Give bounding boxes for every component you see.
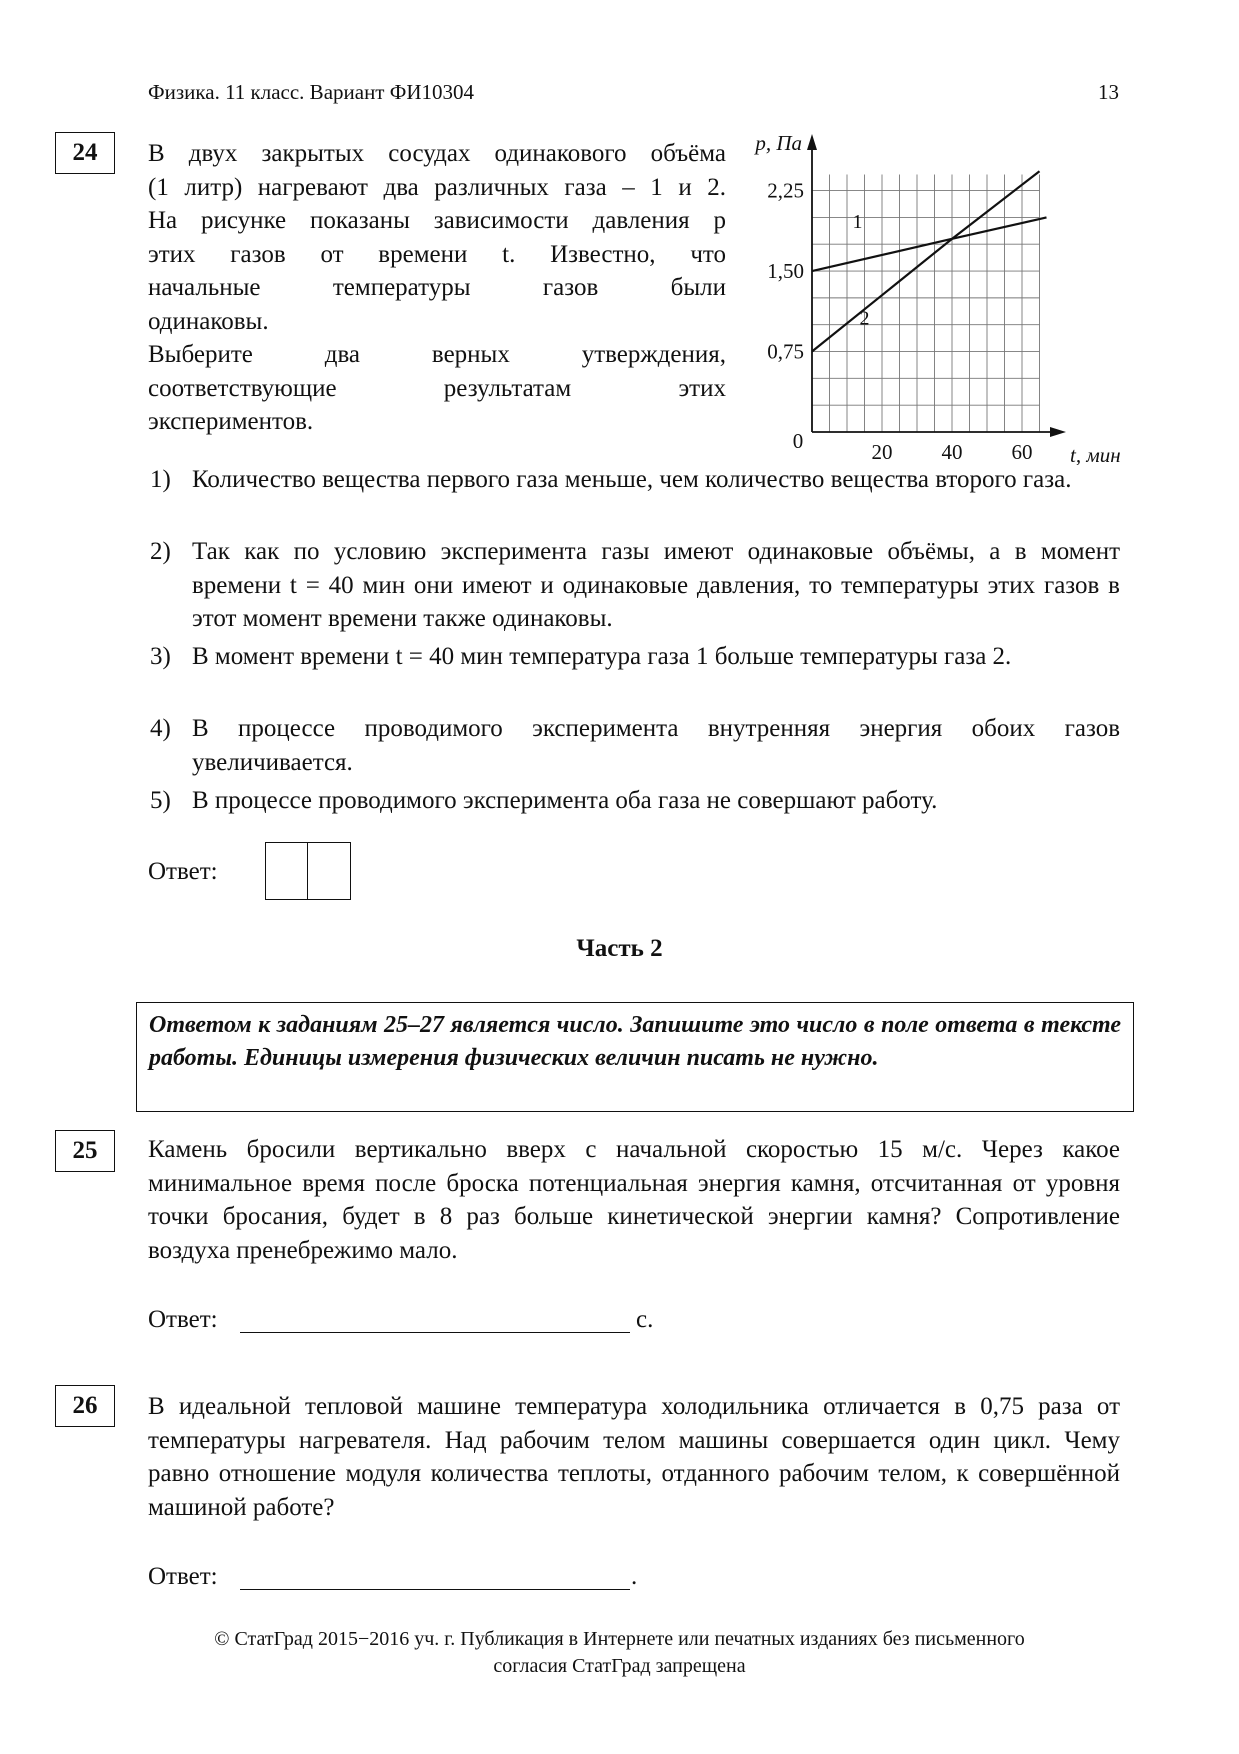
question-number-26: 26 <box>55 1385 115 1427</box>
q26-answer-field[interactable] <box>240 1560 630 1590</box>
page-number: 13 <box>1098 80 1119 104</box>
option-number: 1) <box>150 466 171 493</box>
q24-intro <box>148 137 726 439</box>
origin-label: 0 <box>792 429 804 453</box>
option-text: Так как по условию эксперимента газы имеют одинаковые объёмы, а в момент времени t = 40 мин они имеют и одинаковые давления, то температуры этих газов в этот момент времени также одинаковы. <box>192 538 1120 632</box>
option-number: 4) <box>150 715 171 742</box>
q24-select-line: Выберите два верных утверждения, <box>148 341 726 368</box>
x-axis-arrow <box>1050 427 1066 437</box>
series-label-1: 1 <box>852 211 863 234</box>
option-number: 5) <box>150 787 171 814</box>
answer-box-divider <box>307 843 308 899</box>
option-text: Количество вещества первого газа меньше, чем количество вещества второго газа. <box>192 466 1072 493</box>
q24-intro-line: начальные температуры газов были <box>148 274 726 301</box>
footer-copyright-line1: © СтатГрад 2015−2016 уч. г. Публикация в Интернете или печатных изданиях без письменного <box>214 1628 1025 1650</box>
y-axis-label: p, Па <box>755 131 802 155</box>
q26-answer-unit: . <box>631 1563 638 1590</box>
q26-text: В идеальной тепловой машине температура холодильника отличается в 0,75 раза от температуры нагревателя. Над рабочим телом машины совершается один цикл. Чему равно отношение модуля количества теплоты, отданного рабочим телом, к совершённой машиной работе? <box>148 1393 1120 1521</box>
q24-intro-line: этих газов от времени t. Известно, что <box>148 240 726 268</box>
option-text: В процессе проводимого эксперимента внутренняя энергия обоих газов увеличивается. <box>192 715 1120 776</box>
question-number-24: 24 <box>55 132 115 174</box>
x-tick-label: 20 <box>871 440 893 464</box>
x-tick-label: 40 <box>941 440 963 464</box>
q24-select-line: экспериментов. <box>148 408 314 435</box>
q24-answer-label: Ответ: <box>148 858 218 885</box>
q24-intro-line: В двух закрытых сосудах одинакового объёма <box>148 140 726 167</box>
part2-title: Часть 2 <box>576 935 663 962</box>
q26-answer-label: Ответ: <box>148 1563 218 1590</box>
q24-select-line: соответствующие результатам этих <box>148 374 726 402</box>
q25-answer-label: Ответ: <box>148 1306 218 1333</box>
x-tick-label: 60 <box>1011 440 1033 464</box>
option-number: 3) <box>150 643 171 670</box>
q24-intro-line: На рисунке показаны зависимости давления p <box>148 207 726 234</box>
q24-answer-box[interactable] <box>265 842 351 900</box>
q24-option-3 <box>150 640 1120 708</box>
q24-intro-line: одинаковы. <box>148 307 269 335</box>
y-tick-label: 1,50 <box>767 259 804 284</box>
q24-option-5 <box>150 784 1120 818</box>
q25-answer-field[interactable] <box>240 1303 630 1333</box>
part2-instructions: Ответом к заданиям 25–27 является число. Запишите это число в поле ответа в тексте работы. Единицы измерения физических величин писать не нужно. <box>136 1002 1134 1112</box>
q24-intro-line: (1 литр) нагревают два различных газа – 1 и 2. <box>148 173 726 201</box>
footer-copyright-line2: согласия СтатГрад запрещена <box>493 1655 746 1677</box>
q25-text: Камень бросили вертикально вверх с начальной скоростью 15 м/с. Через какое минимальное время после броска потенциальная энергия камня, отсчитанная от уровня точки бросания, будет в 8 раз больше кинетической энергии камня? Сопротивление воздуха пренебрежимо мало. <box>148 1136 1120 1264</box>
series-label-2: 2 <box>859 307 870 330</box>
page-header-title: Физика. 11 класс. Вариант ФИ10304 <box>148 80 474 104</box>
q24-option-4 <box>150 712 1120 780</box>
y-axis-arrow <box>807 134 817 150</box>
x-axis-label: t, мин <box>1070 443 1121 465</box>
y-tick-label: 2,25 <box>767 178 804 203</box>
option-number: 2) <box>150 538 171 565</box>
option-text: В процессе проводимого эксперимента оба газа не совершают работу. <box>192 787 938 814</box>
q24-option-2 <box>150 535 1120 637</box>
pressure-time-chart <box>738 130 1138 465</box>
q25-answer-unit: с. <box>636 1306 654 1333</box>
y-tick-label: 0,75 <box>767 339 804 364</box>
option-text: В момент времени t = 40 мин температура газа 1 больше температуры газа 2. <box>192 643 1012 670</box>
question-number-25: 25 <box>55 1130 115 1172</box>
q24-option-1 <box>150 463 1120 531</box>
